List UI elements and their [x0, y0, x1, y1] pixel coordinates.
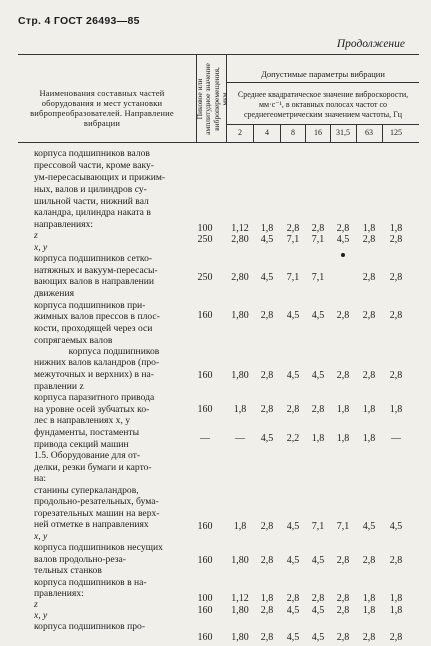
- velocity-value: 4,5: [286, 310, 300, 321]
- velocity-value: 4,5: [286, 632, 300, 643]
- velocity-value: 2,8: [389, 272, 403, 283]
- velocity-value: 2,8: [260, 605, 274, 616]
- header-rms-velocity: Среднее квадратическое значение виброскорости, мм·с⁻¹, в октавных полосах частот со среднегеометрическим значением частоты, Гц: [237, 90, 409, 119]
- velocity-value: 2,8: [260, 404, 274, 415]
- freq-header: 63: [365, 128, 373, 137]
- row-text-line: нижних валов каландров (про-: [34, 357, 160, 368]
- velocity-value: 2,8: [311, 593, 325, 604]
- row-text-line: корпуса подшипников про-: [34, 621, 146, 632]
- velocity-value: 1,8: [362, 433, 376, 444]
- amplitude-value: 100: [197, 593, 213, 604]
- velocity-value: 2,8: [286, 593, 300, 604]
- velocity-value: 4,5: [336, 234, 350, 245]
- dot-mark: [341, 253, 345, 257]
- row-text-line: лес в направлениях x, y: [34, 415, 131, 426]
- velocity-value: 1,8: [362, 593, 376, 604]
- velocity-value: 7,1: [286, 272, 300, 283]
- row-text-line: корпуса подшипников сетко-: [34, 253, 153, 264]
- velocity-value: 2,8: [389, 555, 403, 566]
- velocity-value: 1,80: [231, 310, 249, 321]
- row-text-line: x, y: [34, 610, 48, 621]
- header-allowed-parameters: Допустимые параметры вибрации: [261, 69, 385, 79]
- row-text-line: x, y: [34, 531, 48, 542]
- velocity-value: 4,5: [286, 555, 300, 566]
- velocity-value: 2,8: [336, 593, 350, 604]
- row-text-line: z: [34, 599, 38, 610]
- velocity-value: 2,8: [336, 310, 350, 321]
- velocity-value: 4,5: [311, 605, 325, 616]
- row-text-line: x, y: [34, 242, 48, 253]
- velocity-value: 1,8: [362, 605, 376, 616]
- velocity-value: —: [391, 433, 401, 444]
- velocity-value: 2,8: [362, 370, 376, 381]
- header-rule: [226, 124, 419, 125]
- amplitude-value: 160: [197, 404, 213, 415]
- row-text-line: натяжных и вакуум-пересасы-: [34, 265, 158, 276]
- row-text-line: корпуса подшипников при-: [34, 300, 146, 311]
- row-text-line: горезательных машин на верх-: [34, 508, 160, 519]
- freq-header: 16: [314, 128, 322, 137]
- freq-header: 4: [265, 128, 269, 137]
- velocity-value: 7,1: [311, 272, 325, 283]
- row-text-line: фундаменты, постаменты: [34, 427, 140, 438]
- row-text-line: z: [34, 230, 38, 241]
- velocity-value: 4,5: [311, 310, 325, 321]
- velocity-value: 2,8: [311, 404, 325, 415]
- amplitude-value: 250: [197, 234, 213, 245]
- row-text-line: жимных валов прессов в плос-: [34, 311, 160, 322]
- velocity-value: 1,8: [260, 593, 274, 604]
- row-text-line: продольно-резательных, бума-: [34, 496, 159, 507]
- velocity-value: 4,5: [260, 433, 274, 444]
- velocity-value: —: [235, 433, 245, 444]
- velocity-value: 4,5: [389, 521, 403, 532]
- velocity-value: 1,80: [231, 370, 249, 381]
- row-text-line: каландра, цилиндра наката в: [34, 207, 151, 218]
- velocity-value: 1,12: [231, 593, 249, 604]
- velocity-value: 1,8: [389, 404, 403, 415]
- amplitude-value: 160: [197, 555, 213, 566]
- velocity-value: 4,5: [311, 632, 325, 643]
- row-text-line: ней отметке в направлениях: [34, 519, 149, 530]
- velocity-value: 1,8: [389, 605, 403, 616]
- velocity-value: 1,8: [362, 223, 376, 234]
- velocity-value: 2,8: [336, 370, 350, 381]
- velocity-value: 2,8: [336, 632, 350, 643]
- velocity-value: 2,8: [336, 223, 350, 234]
- velocity-value: 2,8: [260, 555, 274, 566]
- velocity-value: 7,1: [311, 234, 325, 245]
- velocity-value: 2,8: [362, 234, 376, 245]
- amplitude-value: 250: [197, 272, 213, 283]
- velocity-value: 1,8: [362, 404, 376, 415]
- velocity-value: 2,8: [362, 272, 376, 283]
- amplitude-value: 160: [197, 605, 213, 616]
- row-text-line: корпуса подшипников валов: [34, 148, 150, 159]
- velocity-value: 4,5: [286, 605, 300, 616]
- amplitude-value: 160: [197, 521, 213, 532]
- row-text-line: корпуса подшипников в на-: [34, 577, 147, 588]
- row-text-line: вающих валов в направлении: [34, 276, 155, 287]
- velocity-value: 2,8: [286, 223, 300, 234]
- amplitude-value: —: [200, 433, 210, 444]
- row-text-line: межуточных и верхних) в на-: [34, 369, 155, 380]
- velocity-value: 2,8: [389, 632, 403, 643]
- row-text-line: тельных станков: [34, 565, 102, 576]
- freq-header: 31,5: [336, 128, 350, 137]
- velocity-value: 1,8: [233, 521, 247, 532]
- velocity-value: 1,8: [311, 433, 325, 444]
- row-text-line: сопрягаемых валов: [34, 335, 113, 346]
- velocity-value: 2,8: [389, 310, 403, 321]
- velocity-value: 2,2: [286, 433, 300, 444]
- velocity-value: 2,8: [260, 632, 274, 643]
- freq-header: 2: [238, 128, 242, 137]
- velocity-value: 4,5: [362, 521, 376, 532]
- row-text-line: правлении z: [34, 381, 84, 392]
- velocity-value: 1,12: [231, 223, 249, 234]
- amplitude-value: 100: [197, 223, 213, 234]
- row-text-line: кости, проходящей через оси: [34, 323, 153, 334]
- amplitude-value: 160: [197, 310, 213, 321]
- header-rule: [226, 82, 419, 83]
- row-text-line: на:: [34, 473, 47, 484]
- velocity-value: 1,80: [231, 605, 249, 616]
- velocity-value: 2,8: [362, 632, 376, 643]
- header-bottom-rule: [18, 142, 419, 143]
- row-text-line: валов продольно-реза-: [34, 554, 126, 565]
- row-text-line: привода секций машин: [34, 439, 129, 450]
- velocity-value: 2,8: [311, 223, 325, 234]
- velocity-value: 2,8: [362, 310, 376, 321]
- velocity-value: 4,5: [311, 555, 325, 566]
- velocity-value: 4,5: [260, 234, 274, 245]
- velocity-value: 2,8: [260, 521, 274, 532]
- row-text-line: станины суперкаландров,: [34, 485, 139, 496]
- velocity-value: 1,8: [260, 223, 274, 234]
- row-text-line: направлениях:: [34, 219, 94, 230]
- velocity-value: 7,1: [311, 521, 325, 532]
- row-text-line: прессовой части, кроме ваку-: [34, 160, 154, 171]
- velocity-value: 1,80: [231, 555, 249, 566]
- row-text-line: шильной части, нижний вал: [34, 196, 149, 207]
- row-text-line: 1.5. Оборудование для от-: [34, 450, 141, 461]
- velocity-value: 2,8: [389, 234, 403, 245]
- row-text-line: на уровне осей зубчатых ко-: [34, 404, 150, 415]
- velocity-value: 1,8: [336, 433, 350, 444]
- velocity-value: 4,5: [286, 370, 300, 381]
- row-text-line: правлениях:: [34, 588, 84, 599]
- row-text-line: ных, валов и цилиндров су-: [34, 184, 147, 195]
- velocity-value: 7,1: [286, 234, 300, 245]
- velocity-value: 1,8: [389, 223, 403, 234]
- velocity-value: 4,5: [260, 272, 274, 283]
- page-header: Стр. 4 ГОСТ 26493—85: [18, 15, 140, 27]
- velocity-value: 2,8: [362, 555, 376, 566]
- row-text-line: ум-пересасывающих и прижим-: [34, 172, 166, 183]
- table-top-rule: [18, 54, 419, 55]
- velocity-value: 2,8: [260, 370, 274, 381]
- velocity-value: 4,5: [311, 370, 325, 381]
- freq-header: 8: [291, 128, 295, 137]
- velocity-value: 2,80: [231, 272, 249, 283]
- amplitude-value: 160: [197, 370, 213, 381]
- velocity-value: 7,1: [336, 521, 350, 532]
- row-text-line: корпуса подшипников несущих: [34, 542, 163, 553]
- velocity-value: 2,8: [336, 605, 350, 616]
- velocity-value: 1,8: [389, 593, 403, 604]
- amplitude-value: 160: [197, 632, 213, 643]
- header-name-column: Наименования составных частей оборудования и мест установки вибропреобразователей. Направление вибрации: [30, 88, 174, 128]
- header-amplitude-column: Пиковое или амплитудное значение виброперемещения, мкм: [195, 63, 230, 135]
- velocity-value: 2,8: [336, 555, 350, 566]
- velocity-value: 2,80: [231, 234, 249, 245]
- row-text-line: делки, резки бумаги и карто-: [34, 462, 152, 473]
- velocity-value: 1,80: [231, 632, 249, 643]
- velocity-value: 2,8: [260, 310, 274, 321]
- velocity-value: 1,8: [233, 404, 247, 415]
- velocity-value: 2,8: [389, 370, 403, 381]
- freq-header: 125: [390, 128, 402, 137]
- velocity-value: 4,5: [286, 521, 300, 532]
- continuation-label: Продолжение: [336, 38, 405, 50]
- velocity-value: 2,8: [286, 404, 300, 415]
- row-text-line: корпуса паразитного привода: [34, 392, 155, 403]
- row-text-line: движения: [34, 288, 74, 299]
- velocity-value: 1,8: [336, 404, 350, 415]
- row-text-line: корпуса подшипников: [68, 346, 160, 357]
